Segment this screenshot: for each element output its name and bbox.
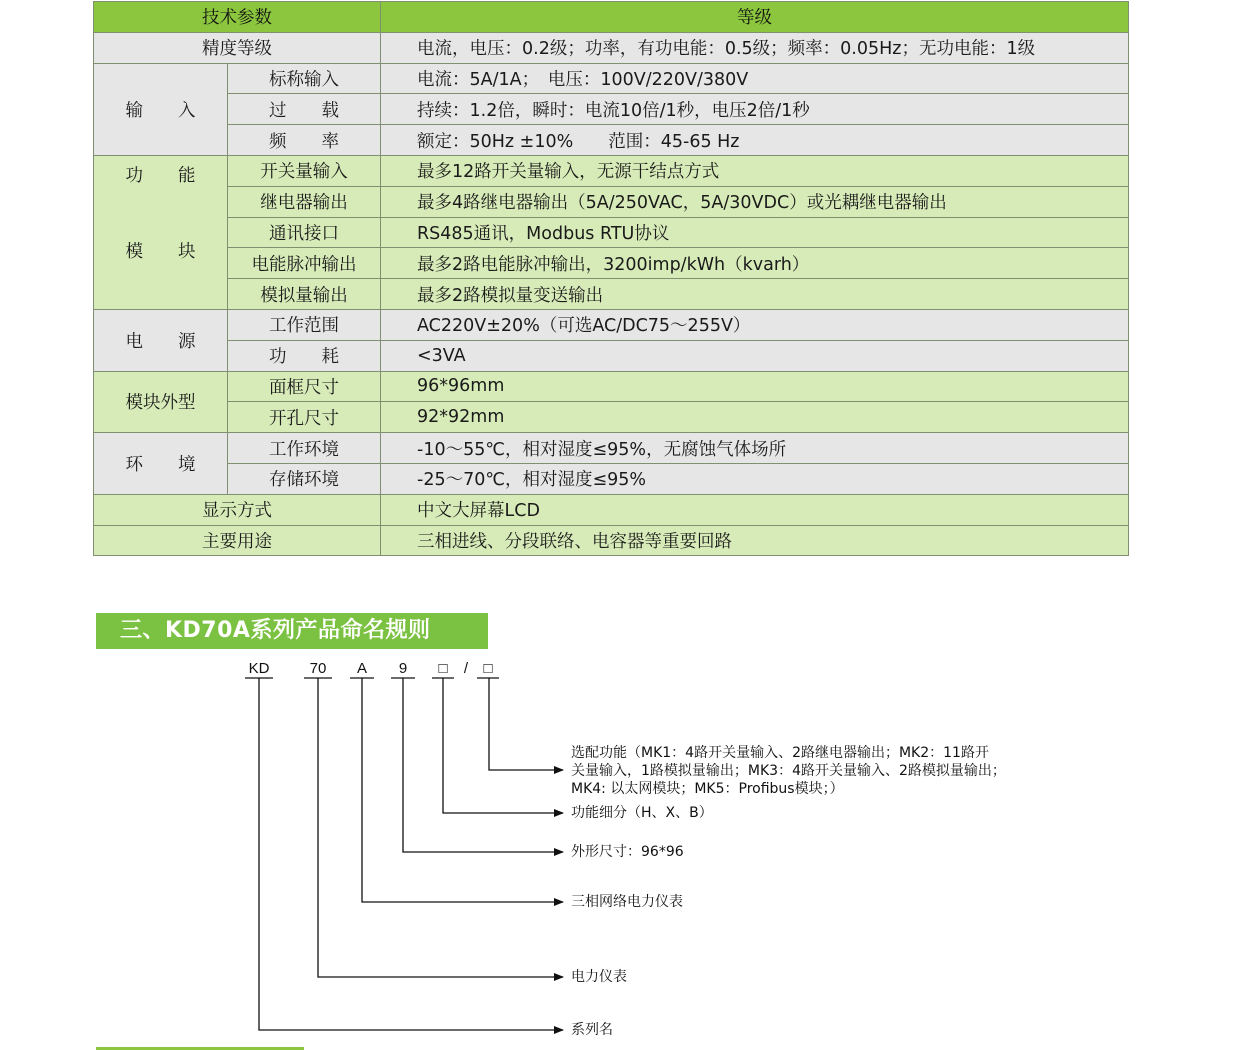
row-label: 工作范围 [228, 309, 381, 340]
env-group-label: 环 境 [94, 433, 228, 495]
code-segment-size: 9 [398, 660, 408, 677]
row-value: 最多4路继电器输出（5A/250VAC，5A/30VDC）或光耦继电器输出 [381, 186, 1129, 217]
row-value: 最多12路开关量输入，无源干结点方式 [381, 155, 1129, 186]
desc-option-line3: MK4: 以太网模块；MK5：Profibus模块；） [571, 781, 844, 797]
header-grade: 等级 [381, 2, 1129, 33]
code-segment-slash: / [463, 660, 469, 677]
row-label: 过 载 [228, 94, 381, 125]
row-value: 最多2路电能脉冲输出，3200imp/kWh（kvarh） [381, 248, 1129, 279]
precision-value: 电流，电压：0.2级；功率，有功电能：0.5级；频率：0.05Hz；无功电能：1级 [381, 32, 1129, 63]
row-value: AC220V±20%（可选AC/DC75～255V） [381, 309, 1129, 340]
row-value: 持续：1.2倍，瞬时：电流10倍/1秒，电压2倍/1秒 [381, 94, 1129, 125]
code-segment-series: KD [248, 660, 270, 677]
usage-label: 主要用途 [94, 525, 381, 556]
row-value: -25～70℃，相对湿度≤95% [381, 463, 1129, 494]
desc-power-meter: 电力仪表 [571, 969, 627, 985]
usage-value: 三相进线、分段联络、电容器等重要回路 [381, 525, 1129, 556]
row-label: 模拟量输出 [228, 279, 381, 310]
module-group-line2: 模 块 [125, 241, 196, 262]
module-group-line1: 功 能 [125, 165, 196, 186]
connector-meter [318, 678, 563, 977]
row-label: 开孔尺寸 [228, 402, 381, 433]
desc-series: 系列名 [571, 1022, 613, 1038]
row-value: 92*92mm [381, 402, 1129, 433]
row-label: 标称输入 [228, 63, 381, 94]
code-segment-option-box: □ [483, 660, 493, 677]
code-segment-type: A [356, 660, 367, 677]
row-label: 功 耗 [228, 340, 381, 371]
row-label: 频 率 [228, 125, 381, 156]
power-group-label: 电 源 [94, 309, 228, 371]
row-value: RS485通讯，Modbus RTU协议 [381, 217, 1129, 248]
row-label: 继电器输出 [228, 186, 381, 217]
row-value: 电流：5A/1A； 电压：100V/220V/380V [381, 63, 1129, 94]
row-label: 电能脉冲输出 [228, 248, 381, 279]
connector-size [403, 678, 563, 852]
row-value: 最多2路模拟量变送输出 [381, 279, 1129, 310]
precision-label: 精度等级 [94, 32, 381, 63]
input-group-label: 输 入 [94, 63, 228, 155]
row-value: 额定：50Hz ±10% 范围：45-65 Hz [381, 125, 1129, 156]
row-label: 通讯接口 [228, 217, 381, 248]
desc-option-line2: 关量输入，1路模拟量输出；MK3：4路开关量输入、2路模拟量输出； [571, 763, 1006, 779]
header-param: 技术参数 [94, 2, 381, 33]
desc-meter-type: 三相网络电力仪表 [571, 894, 683, 910]
desc-size: 外形尺寸：96*96 [571, 844, 684, 860]
row-value: <3VA [381, 340, 1129, 371]
row-label: 工作环境 [228, 433, 381, 464]
desc-subdivision: 功能细分（H、X、B） [571, 805, 713, 821]
connector-type [362, 678, 563, 902]
shape-group-label: 模块外型 [94, 371, 228, 433]
row-label: 面框尺寸 [228, 371, 381, 402]
code-segment-subdivision-box: □ [438, 660, 448, 677]
row-value: 96*96mm [381, 371, 1129, 402]
display-label: 显示方式 [94, 494, 381, 525]
desc-option-line1: 选配功能（MK1：4路开关量输入、2路继电器输出；MK2：11路开 [571, 745, 989, 761]
row-label: 开关量输入 [228, 155, 381, 186]
connector-option [489, 678, 563, 770]
connector-subdivision [443, 678, 563, 813]
row-label: 存储环境 [228, 463, 381, 494]
code-segment-meter: 70 [309, 660, 327, 677]
section-title: 三、KD70A系列产品命名规则 [96, 613, 488, 649]
display-value: 中文大屏幕LCD [381, 494, 1129, 525]
row-value: -10～55℃，相对湿度≤95%，无腐蚀气体场所 [381, 433, 1129, 464]
